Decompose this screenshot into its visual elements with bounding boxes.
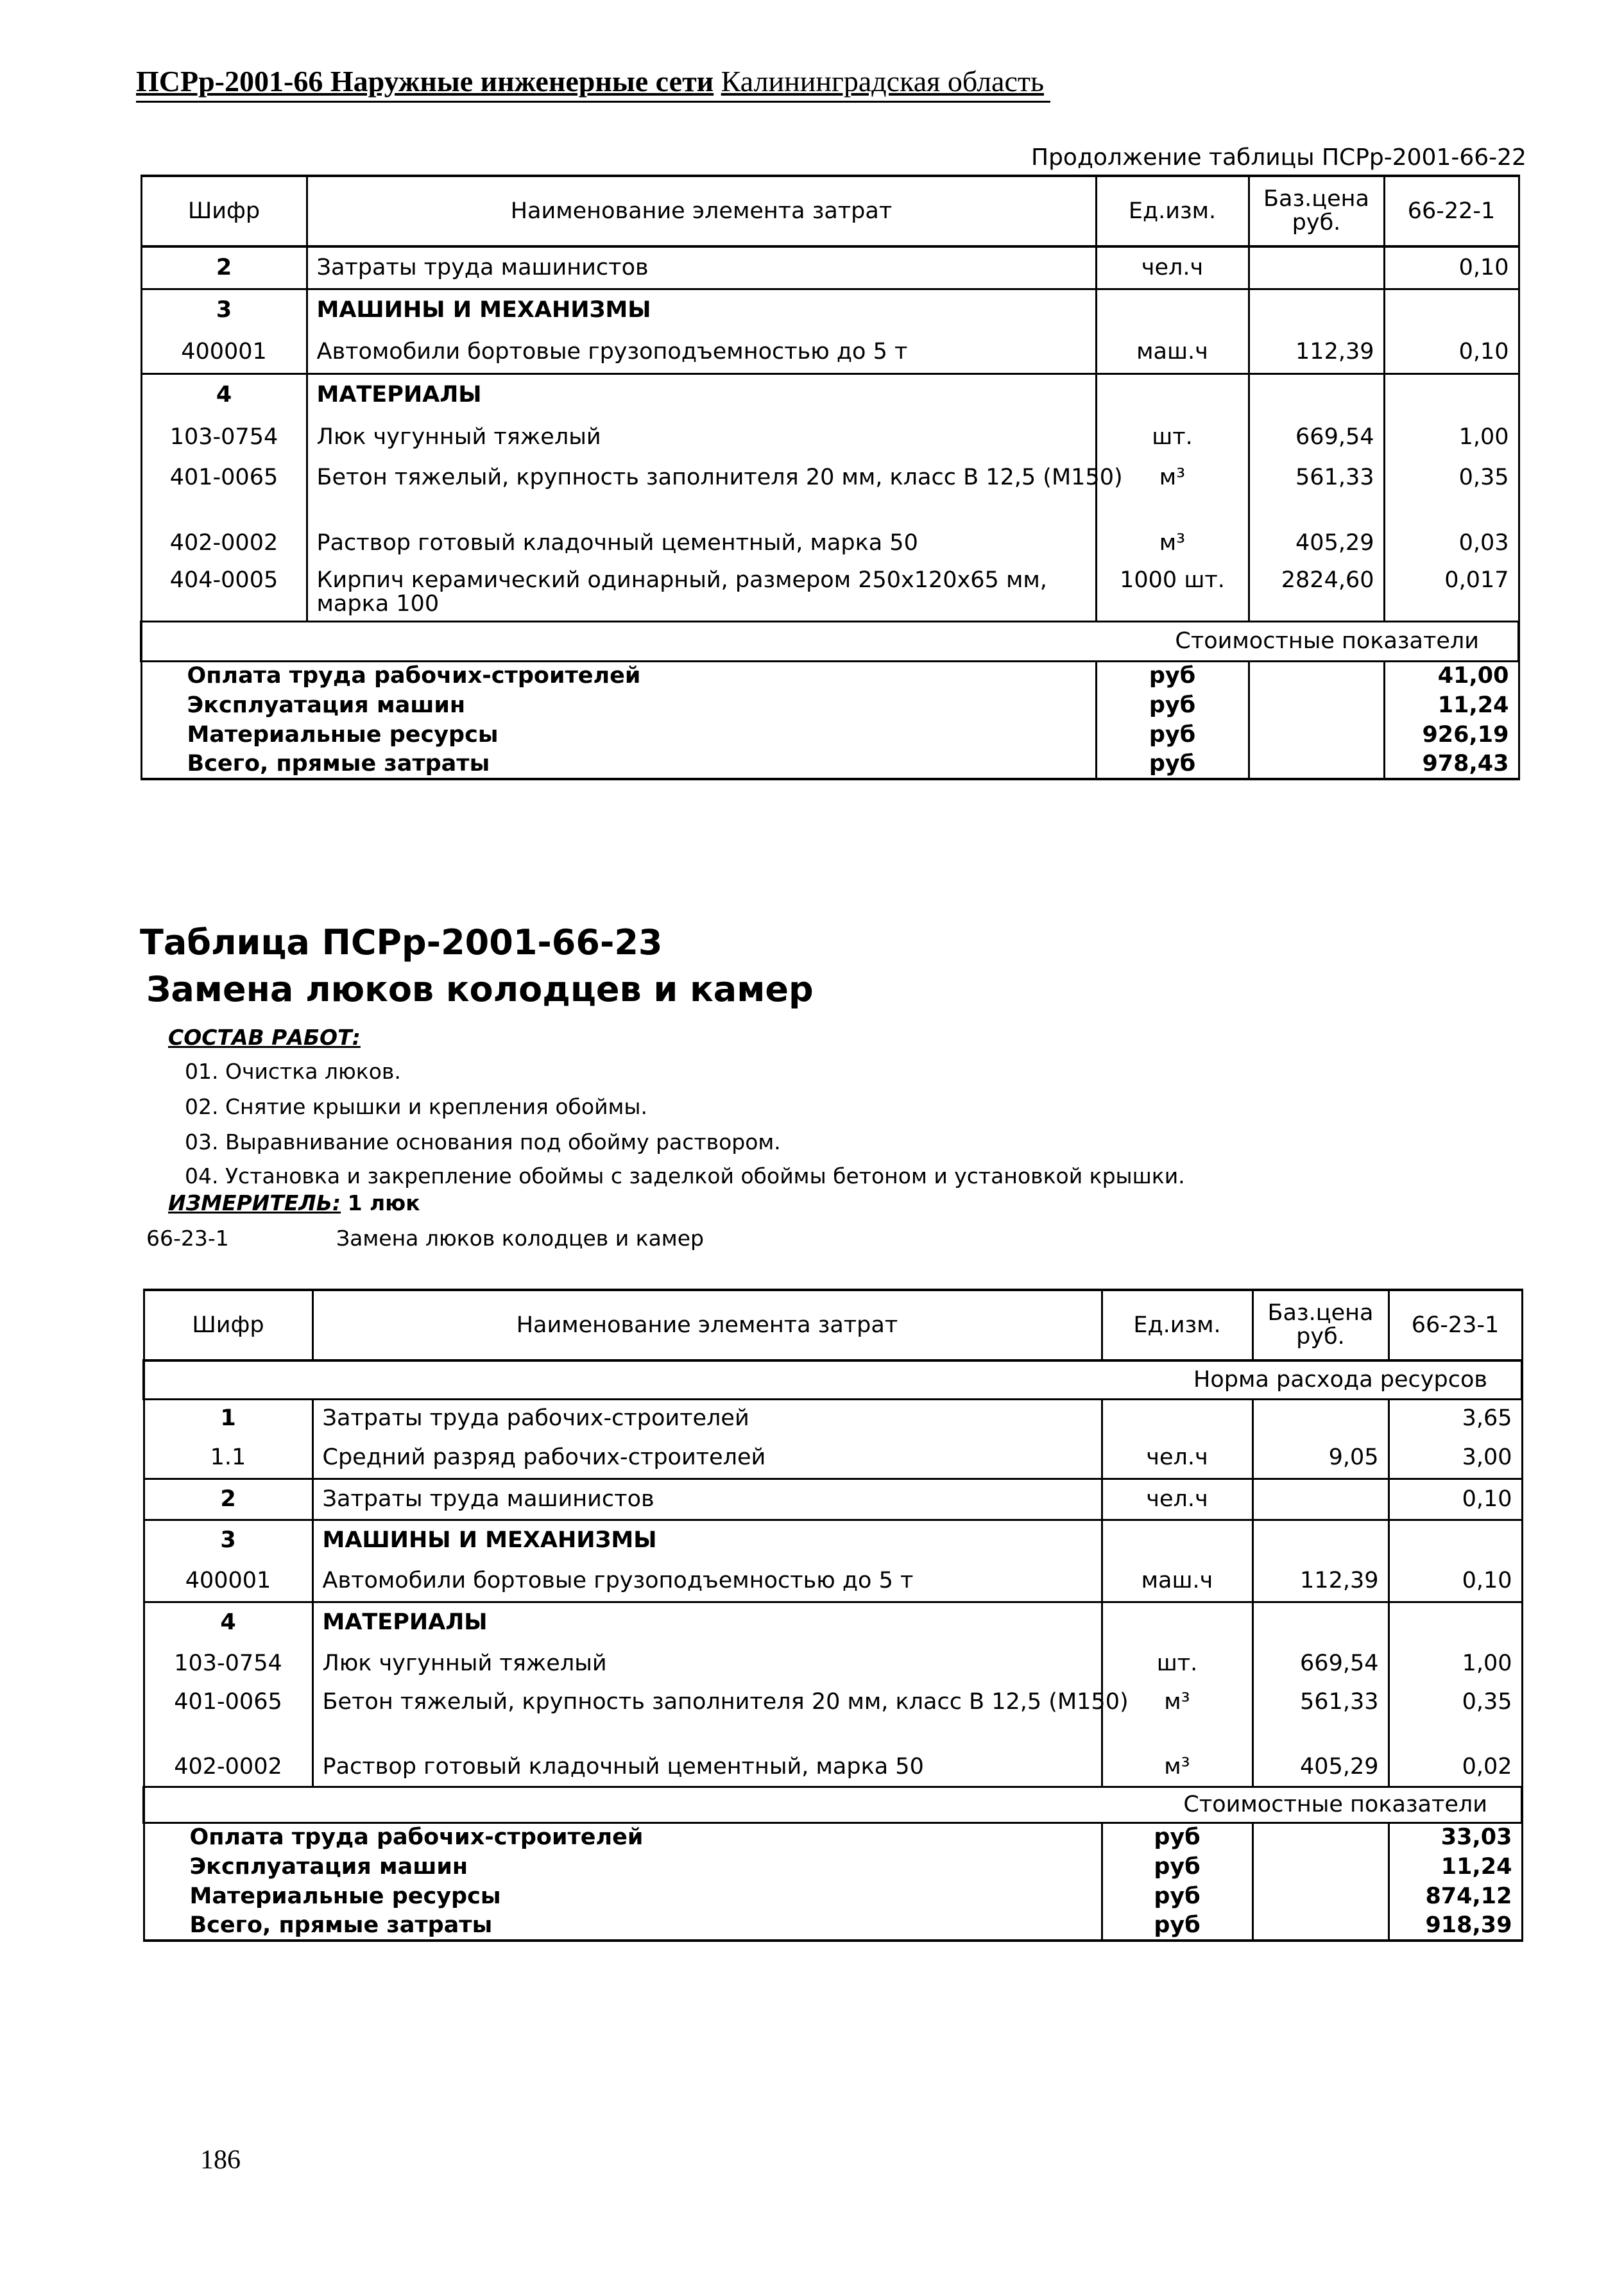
row-name: Средний разряд рабочих-строителей [312,1437,1102,1479]
cost-table-66-23 [142,1289,1523,1942]
composition-label: СОСТАВ РАБОТ: [168,1025,361,1050]
summary-unit: руб [1096,720,1249,750]
row-price [1252,1520,1389,1561]
table-row [141,563,1519,621]
row-price [1249,289,1384,331]
table-row [144,1561,1522,1602]
summary-row [141,750,1519,779]
row-name: МАТЕРИАЛЫ [312,1602,1102,1643]
column-header: Шифр [141,176,307,246]
summary-row [144,1852,1522,1882]
row-code: 2 [144,1479,312,1520]
row-name: Люк чугунный тяжелый [307,416,1096,458]
table-row [144,1643,1522,1684]
summary-value: 11,24 [1389,1852,1522,1882]
row-value: 0,10 [1384,246,1519,289]
row-value: 0,10 [1384,331,1519,373]
row-name: Затраты труда рабочих-строителей [312,1399,1102,1437]
row-code: 2 [141,246,307,289]
header-series: ПСРр-2001-66 Наружные инженерные сети [136,65,714,98]
row-name: МАШИНЫ И МЕХАНИЗМЫ [312,1520,1102,1561]
row-name: МАТЕРИАЛЫ [307,373,1096,416]
summary-row [141,720,1519,750]
row-price [1252,1602,1389,1643]
row-value [1389,1602,1522,1643]
summary-row [141,661,1519,690]
header-rule [136,101,1050,103]
row-value: 1,00 [1389,1643,1522,1684]
row-code: 103-0754 [144,1643,312,1684]
summary-value: 11,24 [1384,690,1519,720]
row-price: 405,29 [1249,522,1384,563]
row-price: 112,39 [1252,1561,1389,1602]
summary-unit: руб [1102,1882,1252,1911]
row-name: Бетон тяжелый, крупность заполнителя 20 мм, класс В 12,5 (М150) [312,1684,1102,1748]
measure-label: ИЗМЕРИТЕЛЬ: [168,1190,341,1215]
summary-value: 41,00 [1384,661,1519,690]
page-number: 186 [200,2145,241,2175]
table-row [144,1602,1522,1643]
row-code: 404-0005 [141,563,307,621]
summary-row [144,1882,1522,1911]
row-code: 402-0002 [144,1748,312,1787]
table-row [144,1520,1522,1561]
table-row [141,416,1519,458]
row-price [1252,1399,1389,1437]
row-code: 3 [141,289,307,331]
summary-label: Материальные ресурсы [141,720,1096,750]
summary-value: 978,43 [1384,750,1519,779]
row-value: 0,03 [1384,522,1519,563]
row-price: 561,33 [1252,1684,1389,1748]
table-row [144,1748,1522,1787]
row-code: 401-0065 [141,458,307,522]
table-row [144,1479,1522,1520]
row-unit: маш.ч [1096,331,1249,373]
row-value: 0,10 [1389,1561,1522,1602]
row-price: 669,54 [1249,416,1384,458]
summary-label: Эксплуатация машин [144,1852,1102,1882]
row-code: 400001 [141,331,307,373]
cost-table-66-22 [140,175,1520,780]
row-code: 401-0065 [144,1684,312,1748]
column-header: Наименование элемента затрат [312,1290,1102,1360]
row-code: 1 [144,1399,312,1437]
row-unit: чел.ч [1102,1437,1252,1479]
work-step: 01. Очистка люков. [185,1059,401,1084]
row-name: Бетон тяжелый, крупность заполнителя 20 мм, класс В 12,5 (М150) [307,458,1096,522]
band-label: Стоимостные показатели [144,1787,1522,1823]
table-header-row [144,1290,1522,1360]
row-price: 561,33 [1249,458,1384,522]
table-row [141,458,1519,522]
row-price: 669,54 [1252,1643,1389,1684]
row-name: Кирпич керамический одинарный, размером 250х120х65 мм, марка 100 [307,563,1096,621]
band-label: Норма расхода ресурсов [144,1360,1522,1399]
row-value: 0,10 [1389,1479,1522,1520]
row-unit: маш.ч [1102,1561,1252,1602]
row-name: МАШИНЫ И МЕХАНИЗМЫ [307,289,1096,331]
row-price [1249,246,1384,289]
row-unit [1102,1520,1252,1561]
measure-value: 1 люк [347,1190,420,1215]
table-row [141,246,1519,289]
work-step: 02. Снятие крышки и крепления обоймы. [185,1094,647,1119]
row-price [1252,1479,1389,1520]
work-step: 04. Установка и закрепление обоймы с заделкой обоймы бетоном и установкой крышки. [185,1163,1185,1188]
row-code: 402-0002 [141,522,307,563]
row-name: Раствор готовый кладочный цементный, марка 50 [307,522,1096,563]
row-value [1389,1520,1522,1561]
summary-unit: руб [1102,1911,1252,1941]
cost-indicators-band [144,1787,1522,1823]
row-code: 3 [144,1520,312,1561]
row-unit [1102,1399,1252,1437]
summary-row [144,1823,1522,1852]
row-unit [1102,1602,1252,1643]
column-header: Шифр [144,1290,312,1360]
summary-value: 33,03 [1389,1823,1522,1852]
summary-value: 874,12 [1389,1882,1522,1911]
row-value: 0,017 [1384,563,1519,621]
table-row [141,522,1519,563]
work-step: 03. Выравнивание основания под обойму раствором. [185,1129,781,1154]
table-row [144,1437,1522,1479]
row-code: 4 [144,1602,312,1643]
row-unit: м³ [1102,1748,1252,1787]
row-unit: чел.ч [1096,246,1249,289]
row-value: 3,65 [1389,1399,1522,1437]
row-unit: м³ [1096,522,1249,563]
column-header: Наименование элемента затрат [307,176,1096,246]
row-name: Люк чугунный тяжелый [312,1643,1102,1684]
row-value [1384,373,1519,416]
cost-indicators-band [141,621,1519,661]
summary-label: Эксплуатация машин [141,690,1096,720]
row-code: 4 [141,373,307,416]
row-value: 0,02 [1389,1748,1522,1787]
norm-band [144,1360,1522,1399]
row-value [1384,289,1519,331]
row-value: 3,00 [1389,1437,1522,1479]
row-code: 400001 [144,1561,312,1602]
row-price [1249,373,1384,416]
summary-label: Всего, прямые затраты [141,750,1096,779]
column-header: 66-22-1 [1384,176,1519,246]
column-header: Баз.цена руб. [1252,1290,1389,1360]
row-name: Затраты труда машинистов [307,246,1096,289]
row-name: Раствор готовый кладочный цементный, марка 50 [312,1748,1102,1787]
table-row [141,331,1519,373]
row-code: 1.1 [144,1437,312,1479]
summary-row [141,690,1519,720]
section-title: Таблица ПСРр-2001-66-23 [140,922,663,963]
row-unit [1096,289,1249,331]
item-code: 66-23-1 [146,1226,229,1251]
row-price: 405,29 [1252,1748,1389,1787]
table-row [144,1399,1522,1437]
summary-value: 926,19 [1384,720,1519,750]
summary-value: 918,39 [1389,1911,1522,1941]
row-code: 103-0754 [141,416,307,458]
summary-label: Всего, прямые затраты [144,1911,1102,1941]
row-unit: м³ [1096,458,1249,522]
summary-unit: руб [1096,661,1249,690]
row-value: 0,35 [1389,1684,1522,1748]
header-region: Калининградская область [721,65,1044,98]
table-row [141,373,1519,416]
row-unit: 1000 шт. [1096,563,1249,621]
row-unit: шт. [1102,1643,1252,1684]
summary-row [144,1911,1522,1941]
row-unit: м³ [1102,1684,1252,1748]
row-unit: чел.ч [1102,1479,1252,1520]
row-price: 9,05 [1252,1437,1389,1479]
summary-unit: руб [1102,1823,1252,1852]
row-name: Автомобили бортовые грузоподъемностью до 5 т [307,331,1096,373]
summary-label: Оплата труда рабочих-строителей [141,661,1096,690]
row-unit: шт. [1096,416,1249,458]
summary-unit: руб [1096,690,1249,720]
column-header: Баз.цена руб. [1249,176,1384,246]
table-header-row [141,176,1519,246]
item-line [146,1226,704,1251]
summary-unit: руб [1102,1852,1252,1882]
table-row [141,289,1519,331]
table-row [144,1684,1522,1748]
item-name: Замена люков колодцев и камер [336,1226,704,1251]
continuation-note: Продолжение таблицы ПСРр-2001-66-22 [1031,144,1526,171]
summary-unit: руб [1096,750,1249,779]
row-value: 0,35 [1384,458,1519,522]
row-name: Автомобили бортовые грузоподъемностью до 5 т [312,1561,1102,1602]
column-header: Ед.изм. [1102,1290,1252,1360]
row-price: 2824,60 [1249,563,1384,621]
section-subtitle: Замена люков колодцев и камер [146,969,814,1009]
summary-label: Материальные ресурсы [144,1882,1102,1911]
band-label: Стоимостные показатели [141,621,1519,661]
row-name: Затраты труда машинистов [312,1479,1102,1520]
running-header [136,64,1044,98]
row-unit [1096,373,1249,416]
row-value: 1,00 [1384,416,1519,458]
column-header: Ед.изм. [1096,176,1249,246]
summary-label: Оплата труда рабочих-строителей [144,1823,1102,1852]
column-header: 66-23-1 [1389,1290,1522,1360]
row-price: 112,39 [1249,331,1384,373]
measure-line [168,1190,420,1215]
